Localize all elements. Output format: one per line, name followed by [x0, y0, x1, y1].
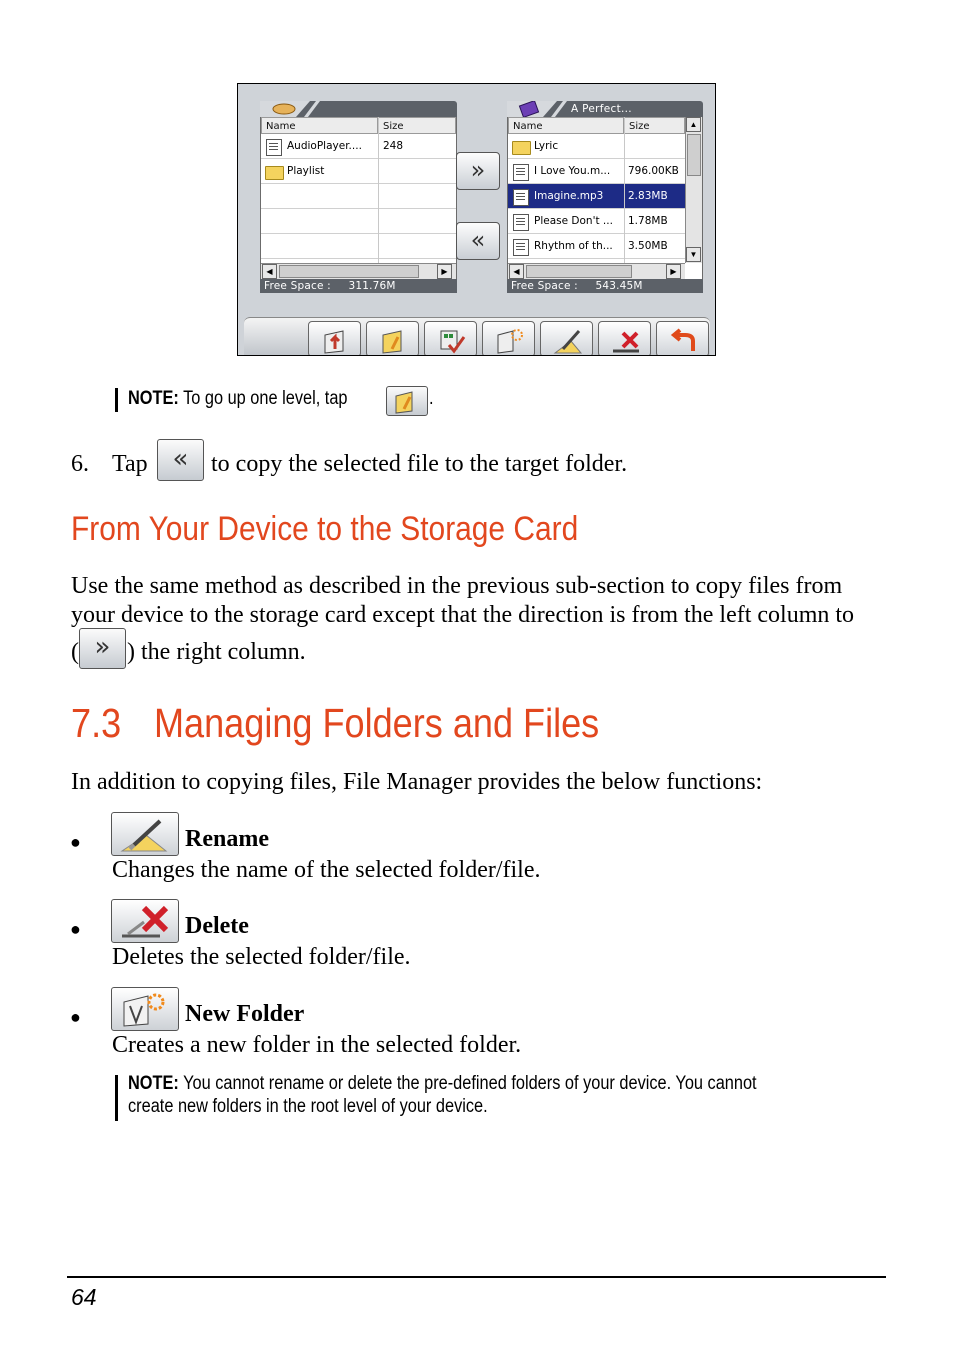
rename-icon: [120, 817, 172, 853]
list-item[interactable]: [508, 234, 685, 259]
left-free-space: [260, 279, 457, 293]
right-free-space: [507, 279, 703, 293]
column-divider: [378, 117, 379, 263]
scroll-left-icon[interactable]: ◀: [262, 264, 277, 279]
rename-button[interactable]: [540, 321, 593, 356]
right-col-name[interactable]: Name: [508, 117, 624, 134]
file-name: Imagine.mp3: [534, 190, 604, 202]
right-pane-header: [507, 101, 703, 117]
column-divider: [624, 117, 625, 263]
up-level-icon: [321, 327, 351, 355]
copy-left-button[interactable]: «: [456, 222, 500, 260]
list-item[interactable]: [508, 159, 685, 184]
function-title: New Folder: [185, 1001, 305, 1027]
right-pane-title: A Perfect...: [571, 103, 632, 115]
section-heading: From Your Device to the Storage Card: [71, 510, 579, 548]
file-size: 2.83MB: [628, 190, 668, 202]
new-folder-button-image: [111, 987, 179, 1031]
step-number: 6.: [71, 451, 89, 477]
file-name: Rhythm of th...: [534, 240, 613, 252]
inline-folder-up-button: [386, 386, 428, 416]
device-icon: [260, 101, 320, 117]
note-folders-line2: create new folders in the root level of your device.: [128, 1096, 488, 1117]
free-space-value: 311.76M: [348, 280, 396, 292]
list-item[interactable]: [508, 134, 685, 159]
rename-icon: [553, 327, 583, 355]
empty-row: [261, 184, 456, 209]
list-item-selected[interactable]: [508, 184, 685, 209]
function-title: Delete: [185, 913, 249, 939]
up-level-button[interactable]: [308, 321, 361, 356]
note-label: NOTE:: [128, 388, 179, 409]
function-description: Creates a new folder in the selected folder.: [112, 1032, 522, 1058]
note-bar: [115, 388, 118, 412]
note-bar: [115, 1075, 118, 1121]
scroll-right-icon[interactable]: ▶: [666, 264, 681, 279]
file-icon: [513, 214, 529, 231]
folder-name: Lyric: [534, 140, 559, 152]
file-name: Please Don't ...: [534, 215, 613, 227]
file-icon: [513, 189, 529, 206]
folder-up-icon: [393, 389, 423, 415]
left-pane: [260, 116, 457, 292]
delete-button[interactable]: [598, 321, 651, 356]
delete-button-image: [111, 899, 179, 943]
back-button[interactable]: [656, 321, 709, 356]
vertical-scrollbar[interactable]: [685, 117, 702, 263]
file-size: 796.00KB: [628, 165, 679, 177]
horizontal-scrollbar[interactable]: [261, 263, 456, 279]
note-text: You cannot rename or delete the pre-defined folders of your device. You cannot: [178, 1073, 757, 1094]
inline-copy-right-button: »: [79, 628, 126, 669]
note-text: To go up one level, tap: [178, 388, 348, 409]
scroll-thumb[interactable]: [279, 265, 419, 278]
footer-rule: [67, 1276, 886, 1278]
folder-name: Playlist: [287, 165, 325, 177]
bullet: ●: [70, 1007, 81, 1027]
paragraph-paren: (: [71, 639, 79, 665]
file-size: 3.50MB: [628, 240, 668, 252]
select-all-icon: [437, 327, 467, 355]
note-folders: [128, 1073, 757, 1095]
scroll-thumb[interactable]: [526, 265, 632, 278]
function-description: Deletes the selected folder/file.: [112, 944, 411, 970]
section-number: 7.3: [71, 700, 122, 746]
note-label: NOTE:: [128, 1073, 179, 1094]
step-text-after: to copy the selected file to the target folder.: [211, 451, 628, 477]
right-pane: [507, 103, 703, 292]
toolbar: [244, 317, 710, 356]
file-icon: [513, 164, 529, 181]
list-item[interactable]: [261, 159, 456, 184]
free-space-label: Free Space :: [511, 280, 578, 292]
empty-row: [261, 209, 456, 234]
select-all-button[interactable]: [424, 321, 477, 356]
file-size: 248: [383, 140, 404, 152]
rename-button-image: [111, 812, 179, 856]
delete-icon: [611, 327, 641, 355]
note-up-level: [128, 388, 348, 410]
folder-icon: [512, 141, 531, 155]
new-folder-icon: [495, 327, 525, 355]
page-number: 64: [71, 1284, 97, 1310]
scroll-right-icon[interactable]: ▶: [437, 264, 452, 279]
function-title: Rename: [185, 826, 269, 852]
file-name: I Love You.m...: [534, 165, 611, 177]
free-space-value: 543.45M: [595, 280, 643, 292]
folder-up-button[interactable]: [366, 321, 419, 356]
new-folder-button[interactable]: [482, 321, 535, 356]
right-col-size[interactable]: Size: [624, 117, 685, 134]
file-icon: [513, 239, 529, 256]
storage-card-icon: [507, 101, 567, 117]
back-icon: [669, 327, 699, 355]
section-title: Managing Folders and Files: [154, 700, 600, 746]
bullet: ●: [70, 832, 81, 852]
delete-icon: [120, 904, 172, 940]
file-manager-screenshot: [237, 83, 716, 356]
scroll-thumb[interactable]: [687, 134, 701, 176]
scroll-down-icon[interactable]: ▼: [686, 247, 701, 262]
left-col-size[interactable]: Size: [378, 117, 456, 134]
file-size: 1.78MB: [628, 215, 668, 227]
copy-right-button[interactable]: »: [456, 152, 500, 190]
intro-paragraph: In addition to copying files, File Manager provides the below functions:: [71, 769, 763, 795]
scroll-up-icon[interactable]: ▲: [686, 117, 701, 132]
paragraph-line: ) the right column.: [127, 639, 306, 665]
left-pane-header: [260, 101, 457, 117]
folder-up-icon: [379, 327, 409, 355]
paragraph-line: your device to the storage card except that the direction is from the left column to: [71, 602, 855, 628]
list-item[interactable]: [508, 209, 685, 234]
paragraph-line: Use the same method as described in the previous sub-section to copy files from: [71, 573, 843, 599]
horizontal-scrollbar[interactable]: [508, 263, 685, 279]
bullet: ●: [70, 919, 81, 939]
left-col-name[interactable]: Name: [261, 117, 378, 134]
list-item[interactable]: [261, 134, 456, 159]
file-icon: [266, 139, 282, 156]
function-description: Changes the name of the selected folder/file.: [112, 857, 541, 883]
file-name: AudioPlayer....: [287, 140, 362, 152]
empty-row: [261, 234, 456, 259]
free-space-label: Free Space :: [264, 280, 331, 292]
scroll-left-icon[interactable]: ◀: [509, 264, 524, 279]
note-end: .: [429, 388, 434, 409]
step-text-before: Tap: [112, 451, 148, 477]
inline-copy-left-button: «: [157, 439, 204, 481]
new-folder-icon: [120, 992, 172, 1028]
folder-icon: [265, 166, 284, 180]
